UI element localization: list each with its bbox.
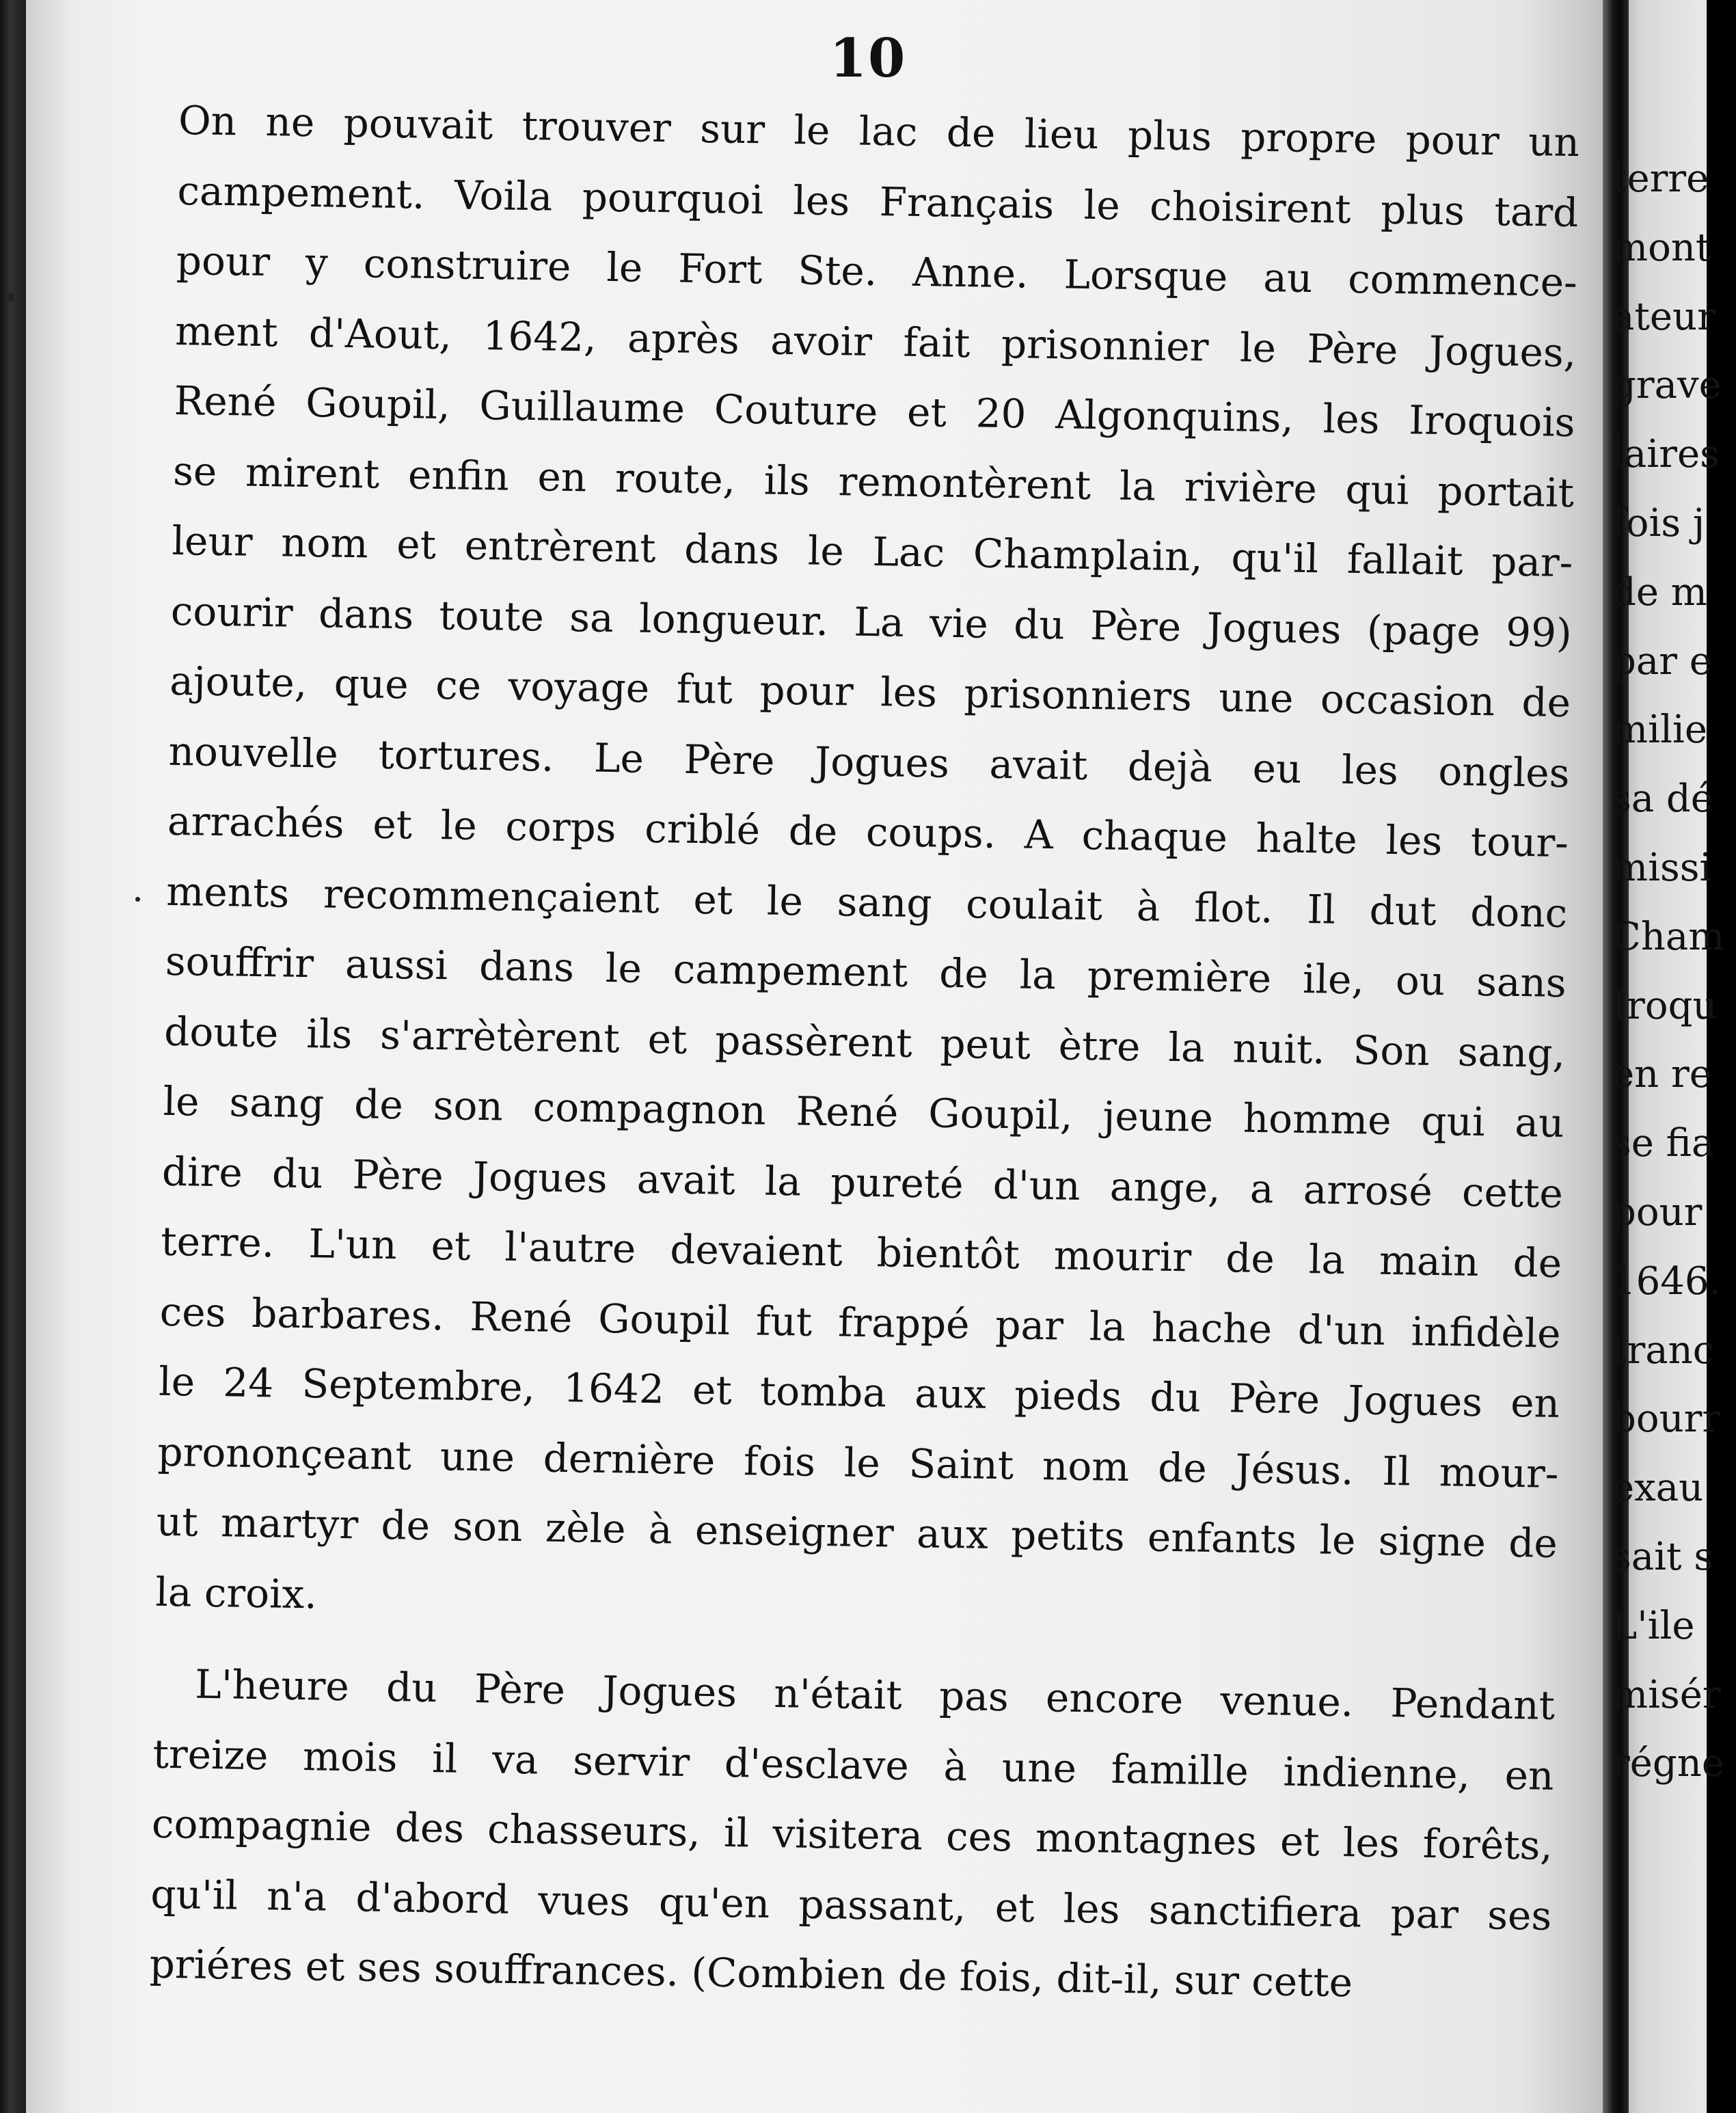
text-line: souffrir aussi dans le campement de la première ile, ou sans [165, 937, 1567, 1007]
facing-page-line: Iroqu [1612, 983, 1718, 1028]
page-number: 10 [829, 27, 907, 90]
text-line: ments recommençaient et le sang coulait à flot. Il dut donc [165, 867, 1568, 937]
text-line: dire du Père Jogues avait la pureté d'un ange, a arrosé cette [161, 1148, 1564, 1217]
text-line: pour y construire le Fort Ste. Anne. Lorsque au commence- [176, 237, 1578, 306]
facing-page-line: régne [1612, 1741, 1724, 1786]
text-line: prononçeant une dernière fois le Saint nom de Jésus. Il mour- [157, 1428, 1559, 1497]
text-line: campement. Voila pourquoi les Français le choisirent plus tard [177, 167, 1579, 236]
text-line: René Goupil, Guillaume Couture et 20 Algonquins, les Iroquois [174, 377, 1576, 446]
facing-page-text [1606, 145, 1725, 1799]
facing-page-line: missi [1612, 845, 1712, 890]
text-line: le 24 Septembre, 1642 et tomba aux pieds du Père Jogues en [158, 1358, 1560, 1427]
scan-speck [135, 897, 140, 902]
facing-page-line: grave [1612, 363, 1722, 408]
facing-page-line: laires [1612, 432, 1720, 477]
facing-page-line: tranc [1612, 1328, 1715, 1373]
facing-page-line: L'ile [1612, 1603, 1695, 1648]
facing-page-line: se fia [1612, 1121, 1715, 1166]
body-text [149, 85, 1580, 2021]
paragraph-2 [149, 1649, 1556, 2021]
facing-page-line: de m [1612, 569, 1707, 615]
facing-page-line: misér [1612, 1672, 1721, 1717]
facing-page-line: pour [1612, 1189, 1703, 1235]
text-line: ment d'Aout, 1642, après avoir fait prisonnier le Père Jogues, [174, 307, 1577, 376]
facing-page-line: fois j [1612, 500, 1705, 546]
text-line: terre. L'un et l'autre devaient bientôt mourir de la main de [160, 1217, 1562, 1287]
text-line: treize mois il va servir d'esclave à une famille indienne, en [152, 1730, 1554, 1799]
facing-page-line: Cham [1612, 914, 1725, 959]
text-line: qu'il n'a d'abord vues qu'en passant, et les sanctifiera par ses [150, 1870, 1552, 1939]
text-line: ut martyr de son zèle à enseigner aux petits enfants le signe de [156, 1498, 1558, 1567]
facing-page-line: en re [1612, 1052, 1712, 1097]
text-line: ajoute, que ce voyage fut pour les prisonniers une occasion de [169, 657, 1571, 727]
text-line: se mirent enfin en route, ils remontèrent la rivière qui portait [172, 447, 1575, 516]
facing-page-line: par e [1612, 638, 1712, 684]
text-line: ces barbares. René Goupil fut frappé par la hache d'un infidèle [159, 1288, 1562, 1357]
text-line: courir dans toute sa longueur. La vie du Père Jogues (page 99) [170, 587, 1573, 656]
text-line: la croix. [154, 1568, 318, 1617]
facing-page-line: ateur [1612, 294, 1715, 339]
facing-page-line: sait s [1612, 1534, 1714, 1579]
paragraph-1 [155, 85, 1580, 1649]
facing-page-line: sa dé [1612, 777, 1713, 822]
facing-page-line: bourr [1612, 1397, 1721, 1442]
scan-speck [8, 293, 14, 302]
text-line: arrachés et le corps criblé de coups. A chaque halte les tour- [167, 797, 1569, 867]
text-line: leur nom et entrèrent dans le Lac Champlain, qu'il fallait par- [172, 517, 1573, 587]
text-line: le sang de son compagnon René Goupil, jeune homme qui au [163, 1077, 1564, 1147]
text-line: nouvelle tortures. Le Père Jogues avait dejà eu les ongles [168, 727, 1570, 796]
text-line: L'heure du Père Jogues n'était pas encore venue. Pendant [194, 1660, 1556, 1729]
facing-page-line: terre [1612, 157, 1709, 201]
text-line: On ne pouvait trouver sur le lac de lieu plus propre pour un [178, 96, 1580, 166]
text-line: doute ils s'arrètèrent et passèrent peut ètre la nuit. Son sang, [163, 1008, 1566, 1077]
text-line: compagnie des chasseurs, il visitera ces montagnes et les forêts, [151, 1800, 1554, 1869]
text-line: priéres et ses souffrances. (Combien de fois, dit-il, sur cette [149, 1940, 1353, 2006]
facing-page-line: exau [1612, 1466, 1704, 1511]
facing-page-line: 1646. [1612, 1259, 1722, 1304]
facing-page-line: milie [1612, 708, 1707, 753]
left-binding-edge [0, 0, 26, 2113]
facing-page-line: mont [1612, 225, 1711, 270]
